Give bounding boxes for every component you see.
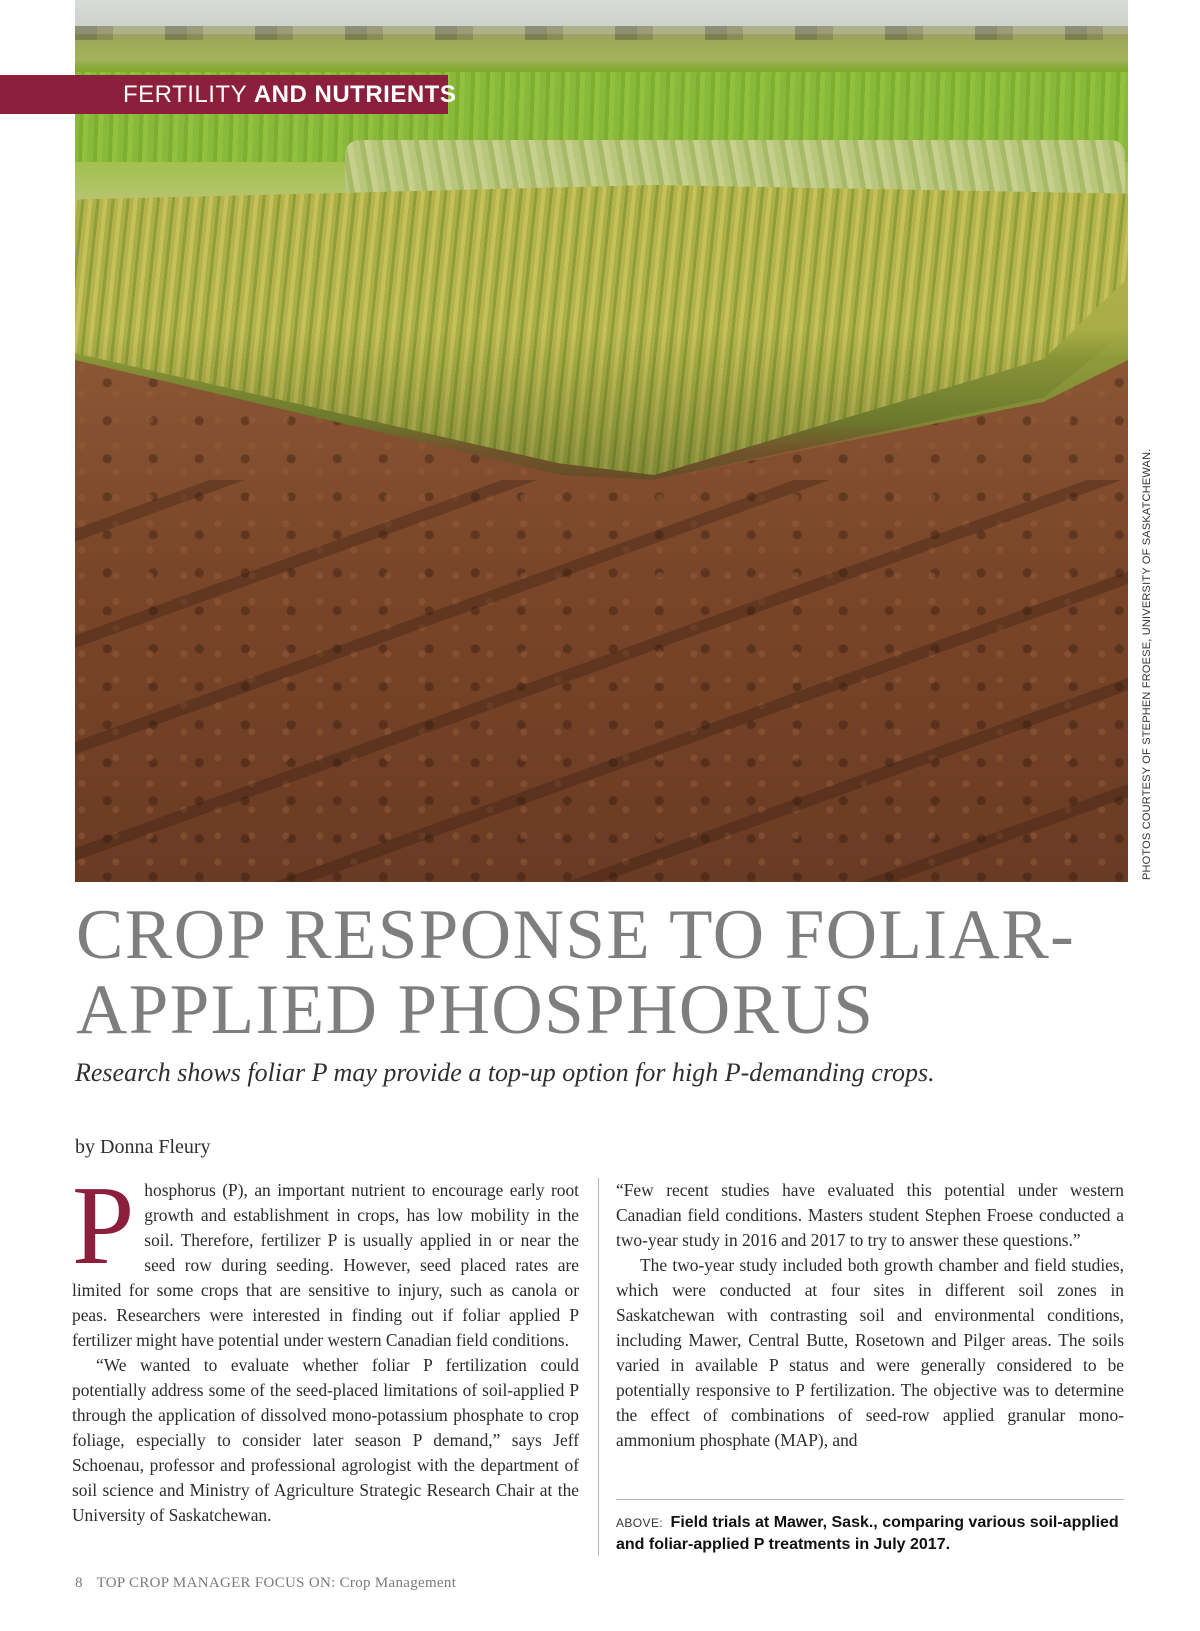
category-banner — [0, 75, 457, 114]
page-footer — [75, 1575, 456, 1592]
category-bold: AND NUTRIENTS — [253, 81, 457, 108]
article-column-right — [616, 1178, 1124, 1453]
photo-credit: PHOTOS COURTESY OF STEPHEN FROESE, UNIVERSITY OF SASKATCHEWAN. — [1141, 448, 1153, 880]
dek-subtitle: Research shows foliar P may provide a top-up option for high P-demanding crops. — [75, 1058, 935, 1087]
photo-horizon-treeline — [75, 26, 1128, 40]
page-number: 8 — [75, 1575, 83, 1591]
column-divider — [598, 1178, 599, 1556]
drop-cap: P — [72, 1164, 135, 1288]
category-light: FERTILITY — [123, 81, 247, 108]
paragraph — [72, 1164, 579, 1353]
paragraph-text: hosphorus (P), an important nutrient to encourage early root growth and establishment in crops, has low mobility in the soil. Therefore, fertilizer P is usually applied in or near the seed row during seeding. However, seed placed rates are limited for some crops that are sensitive to injury, such as canola or peas. Researchers were interested in finding out if foliar applied P fertilizer might have potential under western Canadian field conditions. — [72, 1180, 579, 1350]
caption-text: Field trials at Mawer, Sask., comparing various soil-applied and foliar-applied P treatments in July 2017. — [616, 1514, 1119, 1553]
paragraph: The two-year study included both growth chamber and field studies, which were conducted at four sites in different soil zones in Saskatchewan with contrasting soil and environmental conditions, including Mawer, Central Butte, Rosetown and Pilger areas. The soils varied in available P status and were generally considered to be potentially responsive to P fertilization. The objective was to determine the effect of combinations of seed-row applied granular mono-ammonium phosphate (MAP), and — [616, 1255, 1124, 1450]
article-column-left — [72, 1164, 579, 1528]
paragraph: “We wanted to evaluate whether foliar P fertilization could potentially address some of the seed-placed limitations of soil-applied P through the application of dissolved mono-potassium phosphate to crop foliage, especially to consider later season P demand,” says Jeff Schoenau, professor and professional agrologist with the department of soil science and Ministry of Agriculture Strategic Research Chair at the University of Saskatchewan. — [72, 1355, 579, 1525]
caption-divider — [616, 1499, 1124, 1500]
headline-line-1: CROP RESPONSE TO FOLIAR- — [76, 896, 1076, 974]
publication-name: TOP CROP MANAGER FOCUS ON: Crop Management — [96, 1575, 457, 1591]
caption-lead: ABOVE: — [616, 1516, 664, 1530]
byline: by Donna Fleury — [75, 1136, 211, 1158]
paragraph: “Few recent studies have evaluated this potential under western Canadian field conditions. Masters student Stephen Froese conducted a two-year study in 2016 and 2017 to try to answer these questions.” — [616, 1180, 1124, 1250]
photo-soil-ridges — [75, 480, 1128, 882]
headline-line-2: APPLIED PHOSPHORUS — [76, 971, 875, 1049]
headline — [76, 898, 1136, 1048]
photo-caption — [616, 1512, 1126, 1555]
field-trial-photo — [75, 0, 1128, 882]
